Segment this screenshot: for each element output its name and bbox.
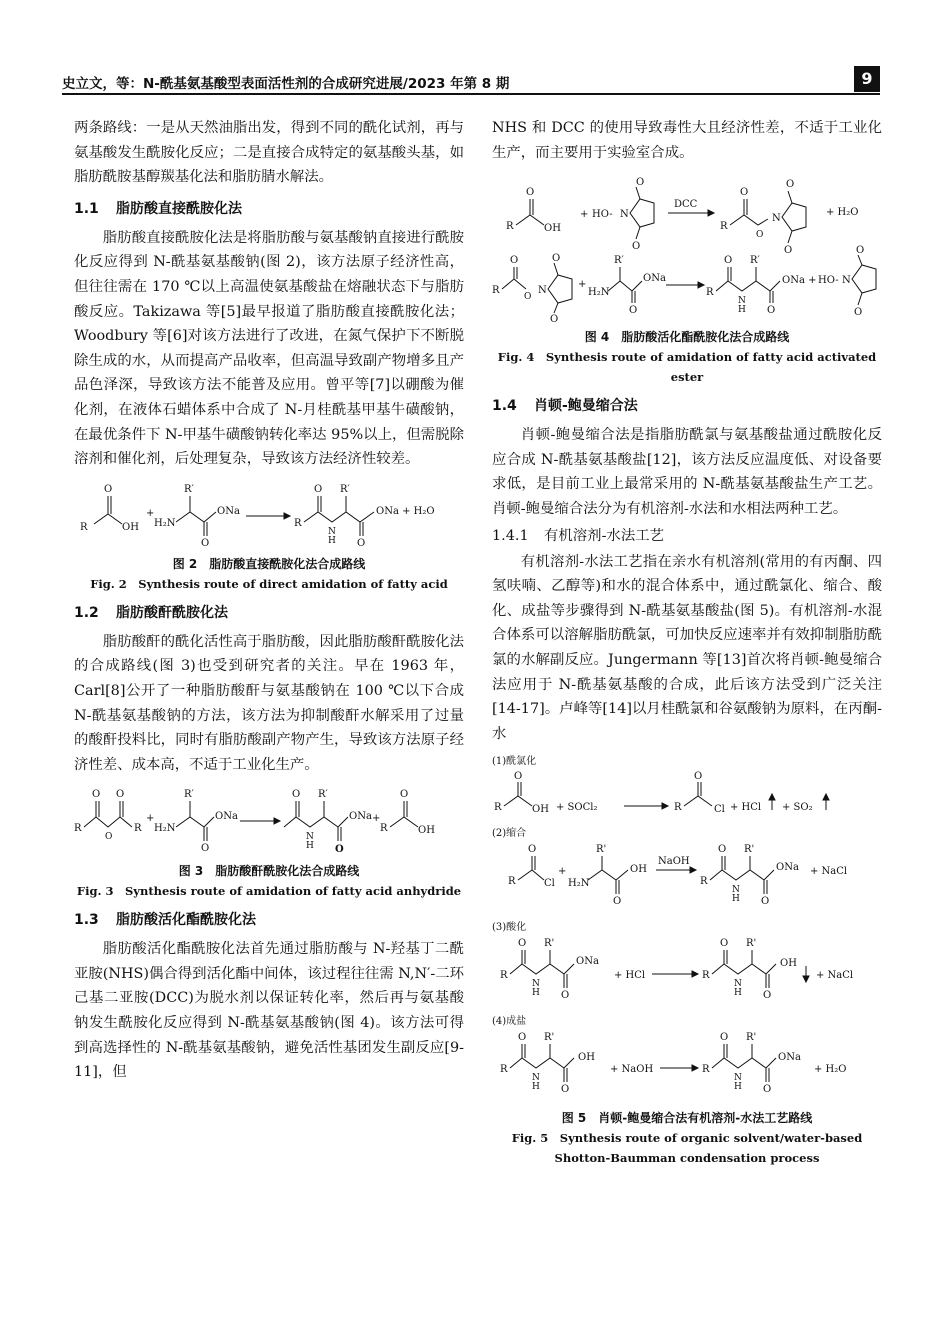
svg-text:O: O bbox=[632, 241, 641, 253]
svg-text:OH: OH bbox=[544, 223, 561, 235]
svg-text:H₂N: H₂N bbox=[154, 517, 176, 529]
svg-text:N: N bbox=[532, 1073, 540, 1084]
svg-text:O: O bbox=[756, 230, 764, 241]
svg-text:O: O bbox=[201, 843, 210, 855]
section-1-4-1-paragraph: 有机溶剂-水法工艺指在亲水有机溶剂(常用的有丙酮、四氢呋喃、乙醇等)和水的混合体系中，通过酰氯化、缩合、酸化、成盐等步骤得到 N-酰基氨基酸盐(图 5)。有机溶剂-水混合体系可以溶解脂肪酰氯，可加快反应速率并有效抑制脂肪酰氯的水解副反应。Jungermann 等[13]首次将肖顿-鲍曼缩合法应用于 N-酰基氨基酸的合成，此后该方法受到广泛关注[14-17]。卢峰等[14]以月桂酰氯和谷氨酸钠为原料，在丙酮-水 bbox=[492, 553, 882, 742]
right-column bbox=[492, 116, 882, 1174]
svg-text:R': R' bbox=[744, 844, 755, 856]
svg-text:O: O bbox=[92, 789, 101, 801]
svg-text:(3)酸化: (3)酸化 bbox=[492, 922, 527, 934]
page-number: 9 bbox=[854, 66, 880, 92]
svg-text:+ HCl: + HCl bbox=[730, 802, 762, 814]
svg-text:OH: OH bbox=[532, 804, 549, 816]
svg-text:N: N bbox=[538, 285, 547, 297]
section-1-4-paragraph: 肖顿-鲍曼缩合法是指脂肪酰氯与氨基酸盐通过酰胺化反应合成 N-酰基氨基酸盐[12]，该方法反应温度低、对设备要求低，是目前工业上最常采用的 N-酰基氨基酸盐生产工艺。肖顿-鲍曼缩合法分为有机溶剂-水法和水相法两种工艺。 bbox=[492, 427, 882, 517]
figure-3-scheme bbox=[74, 785, 464, 857]
svg-text:+ HCl: + HCl bbox=[614, 970, 646, 982]
svg-text:ONa: ONa bbox=[576, 956, 599, 968]
running-title: 史立文，等：N-酰基氨基酸型表面活性剂的合成研究进展/2023 年第 8 期 bbox=[62, 76, 510, 92]
svg-text:O: O bbox=[518, 938, 527, 950]
svg-text:ONa: ONa bbox=[215, 811, 238, 823]
figure-5-scheme bbox=[492, 754, 882, 1104]
intro-paragraph: 两条路线：一是从天然油脂出发，得到不同的酰化试剂，再与氨基酸发生酰胺化反应；二是直接合成特定的氨基酸头基，如脂肪酰胺基醇羰基化法和脂肪腈水解法。 bbox=[74, 120, 464, 186]
svg-text:H₂N: H₂N bbox=[588, 287, 610, 299]
svg-text:R: R bbox=[706, 287, 714, 299]
svg-text:ONa: ONa bbox=[776, 862, 799, 874]
left-column bbox=[74, 116, 464, 1085]
svg-text:ONa: ONa bbox=[778, 1052, 801, 1064]
section-1-2-heading: 1.2 脂肪酸酐酰胺化法 bbox=[74, 604, 228, 621]
svg-text:O: O bbox=[116, 789, 125, 801]
svg-text:R: R bbox=[134, 823, 142, 835]
svg-text:R: R bbox=[74, 823, 82, 835]
svg-text:O: O bbox=[524, 292, 532, 303]
svg-text:O: O bbox=[561, 1084, 570, 1096]
svg-text:N: N bbox=[734, 979, 742, 990]
svg-text:R: R bbox=[380, 823, 388, 835]
svg-text:R: R bbox=[294, 517, 302, 529]
svg-text:R: R bbox=[720, 221, 728, 233]
svg-text:R: R bbox=[506, 221, 514, 233]
svg-text:O: O bbox=[854, 307, 863, 319]
svg-text:O: O bbox=[335, 844, 344, 856]
svg-text:O: O bbox=[552, 253, 561, 265]
svg-text:ONa: ONa bbox=[349, 811, 372, 823]
svg-text:O: O bbox=[514, 771, 523, 783]
section-1-1-heading: 1.1 脂肪酸直接酰胺化法 bbox=[74, 200, 242, 217]
svg-text:HO-: HO- bbox=[818, 275, 839, 287]
svg-text:H: H bbox=[734, 1082, 742, 1093]
svg-text:O: O bbox=[786, 179, 795, 191]
svg-text:O: O bbox=[357, 537, 366, 549]
svg-text:O: O bbox=[629, 305, 638, 317]
svg-text:OH: OH bbox=[780, 958, 797, 970]
svg-text:N: N bbox=[306, 832, 314, 843]
svg-text:+: + bbox=[578, 279, 587, 291]
svg-text:O: O bbox=[400, 789, 409, 801]
svg-text:N: N bbox=[734, 1073, 742, 1084]
svg-text:H: H bbox=[328, 535, 336, 546]
svg-text:ONa: ONa bbox=[643, 273, 666, 285]
svg-text:R': R' bbox=[596, 844, 607, 856]
svg-text:O: O bbox=[201, 537, 210, 549]
svg-text:+: + bbox=[580, 209, 589, 221]
svg-text:OH: OH bbox=[578, 1052, 595, 1064]
svg-text:O: O bbox=[510, 255, 519, 267]
figure-2-scheme bbox=[74, 480, 464, 550]
svg-text:(1)酰氯化: (1)酰氯化 bbox=[492, 756, 537, 768]
svg-text:H₂N: H₂N bbox=[154, 823, 176, 835]
svg-text:(4)成盐: (4)成盐 bbox=[492, 1016, 527, 1028]
svg-text:H: H bbox=[306, 841, 314, 852]
header-rule bbox=[62, 93, 880, 95]
svg-text:+: + bbox=[372, 813, 381, 825]
section-1-2-paragraph: 脂肪酸酐的酰化活性高于脂肪酸，因此脂肪酸酐酰胺化法的合成路线(图 3)也受到研究者的关注。早在 1963 年，Carl[8]公开了一种脂肪酸酐与氨基酸钠在 100 ℃以下合成 N-酰基氨基酸钠的方法，该方法为抑制酸酐水解采用了过量的酸酐投料比，同时有脂肪酸副产物产生，导致该方法原子经济性差、成本高，不适于工业化生产。 bbox=[74, 633, 464, 773]
svg-text:+ H₂O: + H₂O bbox=[814, 1064, 847, 1076]
figure-5-caption-en-1: Fig. 5 Synthesis route of organic solvent/water-based bbox=[511, 1131, 863, 1146]
svg-text:N: N bbox=[772, 213, 781, 225]
svg-text:+: + bbox=[146, 813, 155, 825]
svg-text:ONa: ONa bbox=[217, 505, 240, 517]
figure-3-caption-cn: 图 3 脂肪酸酐酰胺化法合成路线 bbox=[178, 864, 360, 879]
svg-text:O: O bbox=[761, 896, 770, 908]
svg-text:+: + bbox=[146, 507, 155, 519]
svg-text:H: H bbox=[738, 305, 746, 316]
svg-text:R′: R′ bbox=[184, 789, 194, 801]
svg-text:H: H bbox=[734, 988, 742, 999]
svg-text:O: O bbox=[784, 245, 793, 257]
svg-text:O: O bbox=[856, 245, 865, 257]
figure-2-caption-en: Fig. 2 Synthesis route of direct amidation of fatty acid bbox=[90, 576, 448, 591]
svg-text:HO-: HO- bbox=[592, 209, 613, 221]
svg-text:H: H bbox=[732, 894, 740, 905]
svg-text:ONa +: ONa + bbox=[782, 275, 817, 287]
section-1-4-heading: 1.4 肖顿-鲍曼缩合法 bbox=[492, 398, 638, 415]
figure-2-caption-cn: 图 2 脂肪酸直接酰胺化法合成路线 bbox=[172, 556, 366, 571]
svg-text:R: R bbox=[500, 1064, 508, 1076]
figure-4-caption-cn: 图 4 脂肪酸活化酯酰胺化法合成路线 bbox=[584, 330, 790, 345]
svg-text:O: O bbox=[767, 305, 776, 317]
svg-text:NaOH: NaOH bbox=[658, 856, 690, 868]
svg-text:OH: OH bbox=[418, 825, 435, 837]
svg-text:R′: R′ bbox=[184, 483, 194, 495]
svg-text:O: O bbox=[518, 1032, 527, 1044]
svg-text:R: R bbox=[80, 521, 88, 533]
svg-text:N: N bbox=[328, 526, 336, 537]
svg-text:O: O bbox=[763, 1084, 772, 1096]
svg-text:R': R' bbox=[544, 938, 555, 950]
svg-text:O: O bbox=[613, 896, 622, 908]
svg-text:R′: R′ bbox=[318, 789, 328, 801]
svg-text:H₂N: H₂N bbox=[568, 878, 590, 890]
svg-text:H: H bbox=[532, 1082, 540, 1093]
svg-text:OH: OH bbox=[630, 864, 647, 876]
svg-text:R′: R′ bbox=[750, 255, 760, 267]
svg-text:R: R bbox=[702, 970, 710, 982]
svg-text:O: O bbox=[720, 938, 729, 950]
svg-text:Cl: Cl bbox=[544, 878, 555, 890]
figure-2 bbox=[74, 480, 464, 594]
running-header bbox=[62, 66, 880, 94]
svg-text:O: O bbox=[561, 990, 570, 1002]
svg-text:O: O bbox=[740, 187, 749, 199]
svg-text:O: O bbox=[550, 314, 559, 324]
svg-text:N: N bbox=[738, 296, 746, 307]
section-1-3-paragraph: 脂肪酸活化酯酰胺化法首先通过脂肪酸与 N-羟基丁二酰亚胺(NHS)偶合得到活化酯中间体，该过程往往需 N,N′-二环己基二亚胺(DCC)为脱水剂以保证转化率，然后再与氨基酸钠发生酰胺化反应得到 N-酰基氨基酸钠(图 4)。该方法可得到高选择性的 N-酰基氨基酸钠，避免活性基团发生副反应[9-11]，但 bbox=[74, 941, 464, 1081]
svg-text:R: R bbox=[674, 802, 682, 814]
svg-text:R: R bbox=[508, 876, 516, 888]
svg-text:R': R' bbox=[746, 1032, 757, 1044]
svg-text:OH: OH bbox=[122, 521, 139, 533]
svg-text:R': R' bbox=[746, 938, 757, 950]
figure-5 bbox=[492, 754, 882, 1168]
svg-text:O: O bbox=[314, 483, 323, 495]
svg-text:R: R bbox=[500, 970, 508, 982]
svg-text:+: + bbox=[558, 866, 567, 878]
figure-4-caption-en: Fig. 4 Synthesis route of amidation of fatty acid activated ester bbox=[497, 350, 877, 385]
figure-3 bbox=[74, 785, 464, 901]
section-1-3-heading: 1.3 脂肪酸活化酯酰胺化法 bbox=[74, 912, 256, 929]
svg-text:R′: R′ bbox=[614, 255, 624, 267]
svg-text:DCC: DCC bbox=[674, 199, 698, 211]
svg-text:N: N bbox=[532, 979, 540, 990]
svg-text:Cl: Cl bbox=[714, 804, 725, 816]
svg-text:O: O bbox=[720, 1032, 729, 1044]
svg-text:+ SO₂: + SO₂ bbox=[782, 802, 813, 814]
svg-text:+ NaCl: + NaCl bbox=[810, 866, 848, 878]
svg-text:N: N bbox=[620, 209, 629, 221]
svg-text:O: O bbox=[528, 844, 537, 856]
svg-text:+ SOCl₂: + SOCl₂ bbox=[556, 802, 598, 814]
svg-text:R: R bbox=[702, 1064, 710, 1076]
svg-text:R: R bbox=[700, 876, 708, 888]
figure-3-caption-en: Fig. 3 Synthesis route of amidation of fatty acid anhydride bbox=[76, 884, 462, 899]
figure-5-caption-cn: 图 5 肖顿-鲍曼缩合法有机溶剂-水法工艺路线 bbox=[561, 1111, 813, 1126]
svg-text:R′: R′ bbox=[340, 483, 350, 495]
section-1-4-1-heading: 1.4.1 有机溶剂-水法工艺 bbox=[492, 527, 664, 544]
svg-text:O: O bbox=[724, 255, 733, 267]
continued-paragraph: NHS 和 DCC 的使用导致毒性大且经济性差，不适于工业化生产，而主要用于实验室合成。 bbox=[492, 120, 882, 161]
svg-text:+ NaOH: + NaOH bbox=[610, 1064, 654, 1076]
svg-text:N: N bbox=[732, 885, 740, 896]
svg-text:+ H₂O: + H₂O bbox=[826, 207, 859, 219]
svg-text:O: O bbox=[104, 483, 113, 495]
svg-text:R: R bbox=[494, 802, 502, 814]
figure-5-caption-en-2: Shotton-Baumman condensation process bbox=[554, 1151, 820, 1166]
svg-text:(2)缩合: (2)缩合 bbox=[492, 828, 527, 840]
svg-text:N: N bbox=[842, 275, 851, 287]
svg-text:O: O bbox=[763, 990, 772, 1002]
svg-text:R': R' bbox=[544, 1032, 555, 1044]
svg-text:O: O bbox=[694, 771, 703, 783]
svg-text:H: H bbox=[532, 988, 540, 999]
figure-4-scheme bbox=[492, 173, 882, 323]
svg-text:ONa + H₂O: ONa + H₂O bbox=[376, 505, 435, 517]
svg-text:O: O bbox=[292, 789, 301, 801]
svg-text:R: R bbox=[492, 285, 500, 297]
svg-text:O: O bbox=[636, 177, 645, 189]
figure-4 bbox=[492, 173, 882, 387]
svg-text:O: O bbox=[105, 832, 113, 843]
svg-text:O: O bbox=[526, 187, 535, 199]
section-1-1-paragraph: 脂肪酸直接酰胺化法是将脂肪酸与氨基酸钠直接进行酰胺化反应得到 N-酰基氨基酸钠(图 2)，该方法原子经济性高，但往往需在 170 ℃以上高温使氨基酸盐在熔融状态下与脂肪酸反应。Takizawa 等[5]最早报道了脂肪酸直接酰胺化法；Woodbury 等[6]对该方法进行了改进，在氮气保护下不断脱除生成的水，从而提高产品收率，但高温导致副产物增多且产品色泽深，导致该方法不能普及应用。曾平等[7]以硼酸为催化剂，在液体石蜡体系中合成了 N-月桂酰基甲基牛磺酸钠，在最优条件下 N-甲基牛磺酸钠转化率达 95%以上，但需脱除溶剂和催化剂，后处理复杂，导致该方法经济性较差。 bbox=[74, 229, 464, 468]
svg-text:+ NaCl: + NaCl bbox=[816, 970, 854, 982]
svg-text:O: O bbox=[718, 844, 727, 856]
